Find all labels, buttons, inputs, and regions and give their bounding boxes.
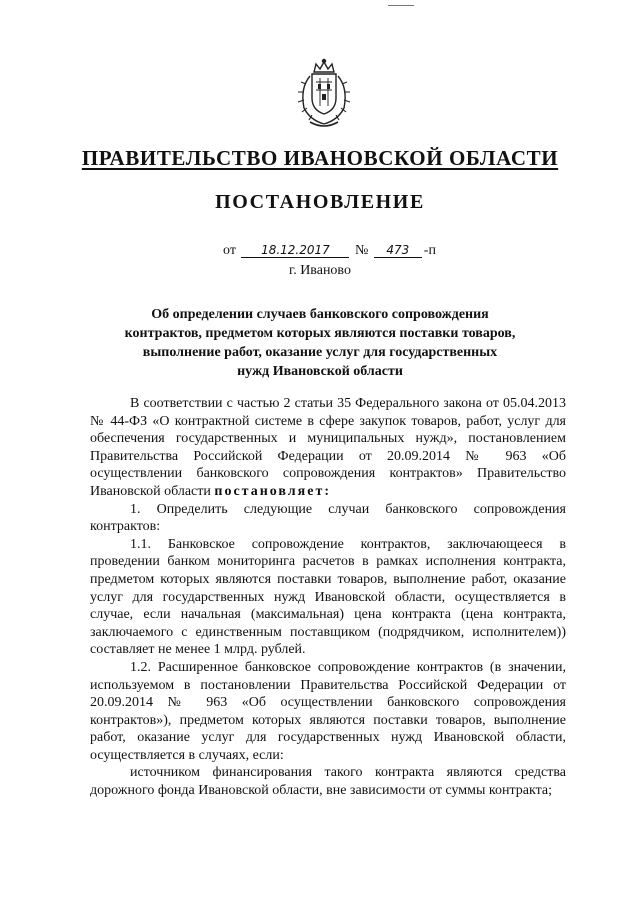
document-type: ПОСТАНОВЛЕНИЕ [215, 191, 425, 213]
preamble-text: В соответствии с частью 2 статьи 35 Федерального закона от 05.04.2013 № 44-ФЗ «О контрактной системе в сфере закупок товаров, работ, услуг для обеспечения государственных и муниципальных нужд», постановлением Правительства Российской Федерации от 20.09.2014 № 963 «Об осуществлении банковского сопровождения контрактов» Правительство Ивановской области [90, 396, 566, 499]
scan-mark [388, 5, 414, 6]
coat-of-arms-icon [296, 58, 352, 132]
number-prefix: № [354, 243, 369, 258]
decree-word: постановляет: [214, 483, 331, 499]
document-subject [90, 305, 550, 381]
item-1-2: 1.2. Расширенное банковское сопровождение контрактов (в значении, используемом в постановлении Правительства Российской Федерации от 20.09.2014 № 963 «Об осуществлении банковского сопровождения контрактов»), предметом которых являются поставки товаров, выполнение работ, оказание услуг для государственных нужд Ивановской области, осуществляется в случаях, если: [90, 659, 566, 763]
item-1: 1. Определить следующие случаи банковского сопровождения контрактов: [90, 501, 566, 535]
subject-line: нужд Ивановской области [237, 364, 403, 379]
subject-line: контрактов, предметом которых являются поставки товаров, [124, 326, 516, 341]
item-1-1: 1.1. Банковское сопровождение контрактов, заключающееся в проведении банком мониторинга расчетов в рамках исполнения контракта, предметом которых являются поставки товаров, выполнение работ, оказание услуг для государственных нужд Ивановской области, осуществляется в случае, если начальная (максимальная) цена контракта (цена контракта, заключаемого с единственным поставщиком (подрядчиком, исполнителем)) составляет не менее 1 млрд. рублей. [90, 536, 566, 658]
subject-line: Об определении случаев банковского сопровождения [151, 307, 489, 322]
document-number: 473 [374, 243, 422, 258]
city: г. Иваново [289, 263, 351, 278]
date-number-line [223, 243, 436, 259]
government-title: ПРАВИТЕЛЬСТВО ИВАНОВСКОЙ ОБЛАСТИ [81, 146, 559, 170]
document-body [90, 395, 566, 800]
item-1-2-a: источником финансирования такого контракта являются средства дорожного фонда Ивановской области, вне зависимости от суммы контракта; [90, 765, 566, 799]
date-prefix: от [223, 243, 236, 258]
number-suffix: -п [423, 243, 436, 258]
subject-line: выполнение работ, оказание услуг для государственных [142, 345, 498, 360]
document-date: 18.12.2017 [241, 243, 349, 258]
preamble-paragraph [90, 395, 566, 501]
